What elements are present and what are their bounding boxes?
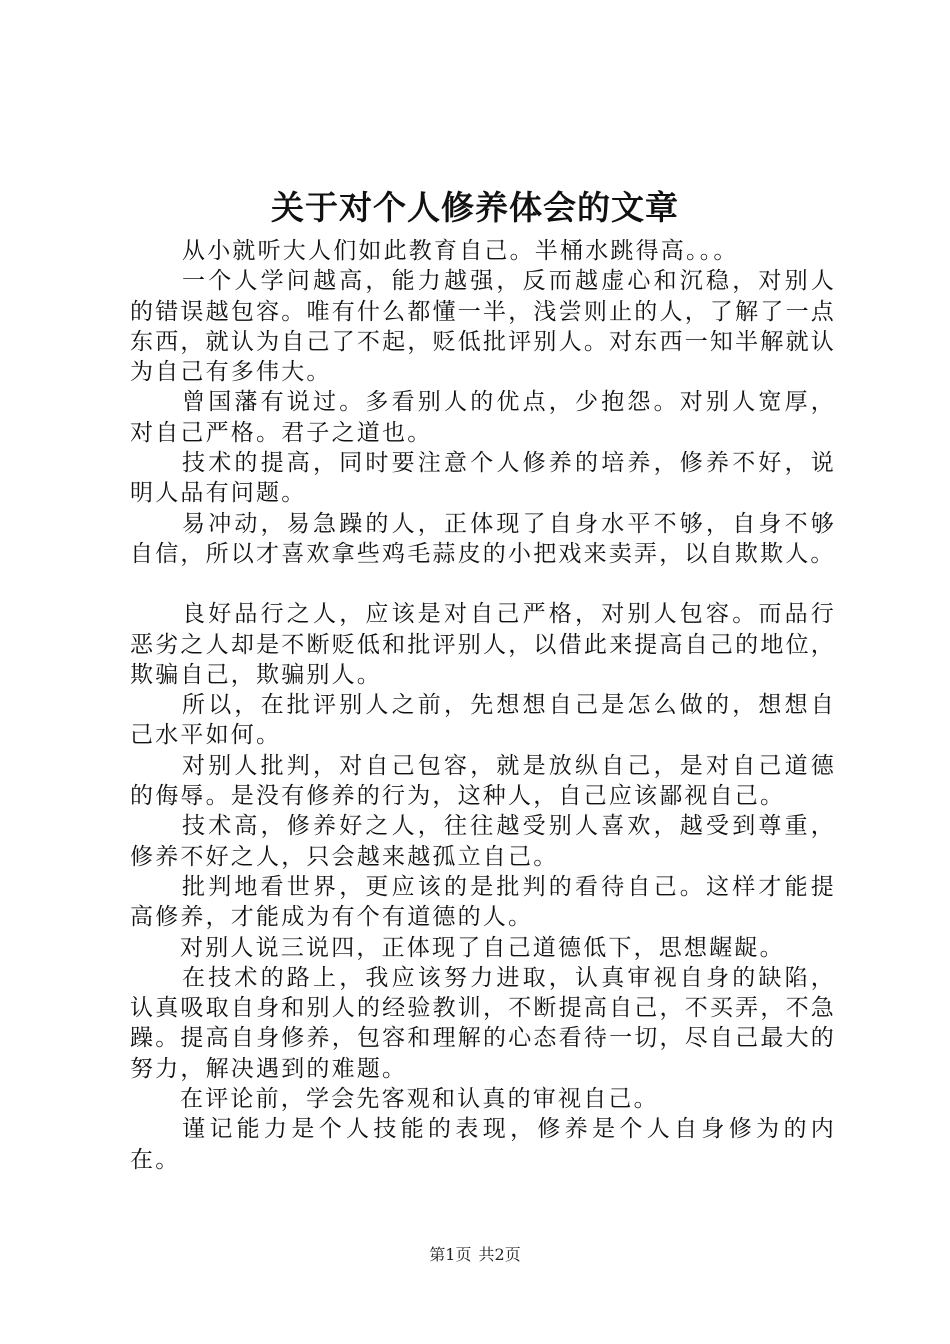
paragraph-4: 技术的提高，同时要注意个人修养的培养，修养不好，说明人品有问题。: [130, 450, 836, 507]
paragraph-1: 从小就听大人们如此教育自己。半桶水跳得高。。。: [182, 238, 739, 264]
paragraph-6: 良好品行之人，应该是对自己严格，对别人包容。而品行恶劣之人却是不断贬低和批评别人，以借此来提高自己的地位，欺骗自己，欺骗别人。: [130, 601, 836, 688]
paragraph-2: 一个人学问越高，能力越强，反而越虚心和沉稳，对别人的错误越包容。唯有什么都懂一半，浅尝则止的人，了解了一点东西，就认为自己了不起，贬低批评别人。对东西一知半解就认为自己有多伟大。: [130, 268, 836, 386]
paragraph-spacer: [130, 569, 836, 599]
document-title: 关于对个人修养体会的文章: [271, 188, 679, 227]
paragraph-12: 在技术的路上，我应该努力进取，认真审视自身的缺陷，认真吸取自身和别人的经验教训，不断提高自己，不买弄，不急躁。提高自身修养，包容和理解的心态看待一切，尽自己最大的努力，解决遇到的难题。: [130, 964, 836, 1082]
paragraph-11: 对别人说三说四，正体现了自己道德低下，思想龌龊。: [180, 934, 785, 961]
page-total: 共2页: [478, 1245, 521, 1264]
paragraph-8: 对别人批判，对自己包容，就是放纵自己，是对自己道德的侮辱。是没有修养的行为，这种人，自己应该鄙视自己。: [130, 752, 836, 810]
paragraph-5: 易冲动，易急躁的人，正体现了自身水平不够，自身不够自信，所以才喜欢拿些鸡毛蒜皮的小把戏来卖弄，以自欺欺人。: [130, 510, 836, 567]
paragraph-7: 所以，在批评别人之前，先想想自己是怎么做的，想想自己水平如何。: [130, 692, 836, 749]
document-body: [130, 236, 836, 1175]
paragraph-10: 批判地看世界，更应该的是批判的看待自己。这样才能提高修养，才能成为有个有道德的人。: [130, 873, 836, 931]
paragraph-9: 技术高，修养好之人，往往越受别人喜欢，越受到尊重，修养不好之人，只会越来越孤立自己。: [130, 813, 836, 870]
paragraph-13: 在评论前，学会先客观和认真的审视自己。: [180, 1086, 659, 1113]
paragraph-14: 谨记能力是个人技能的表现，修养是个人自身修为的内在。: [130, 1116, 836, 1173]
page-number: 第1页: [429, 1245, 472, 1264]
page-footer: [0, 1243, 950, 1267]
paragraph-3: 曾国藩有说过。多看别人的优点，少抱怨。对别人宽厚，对自己严格。君子之道也。: [130, 389, 836, 446]
